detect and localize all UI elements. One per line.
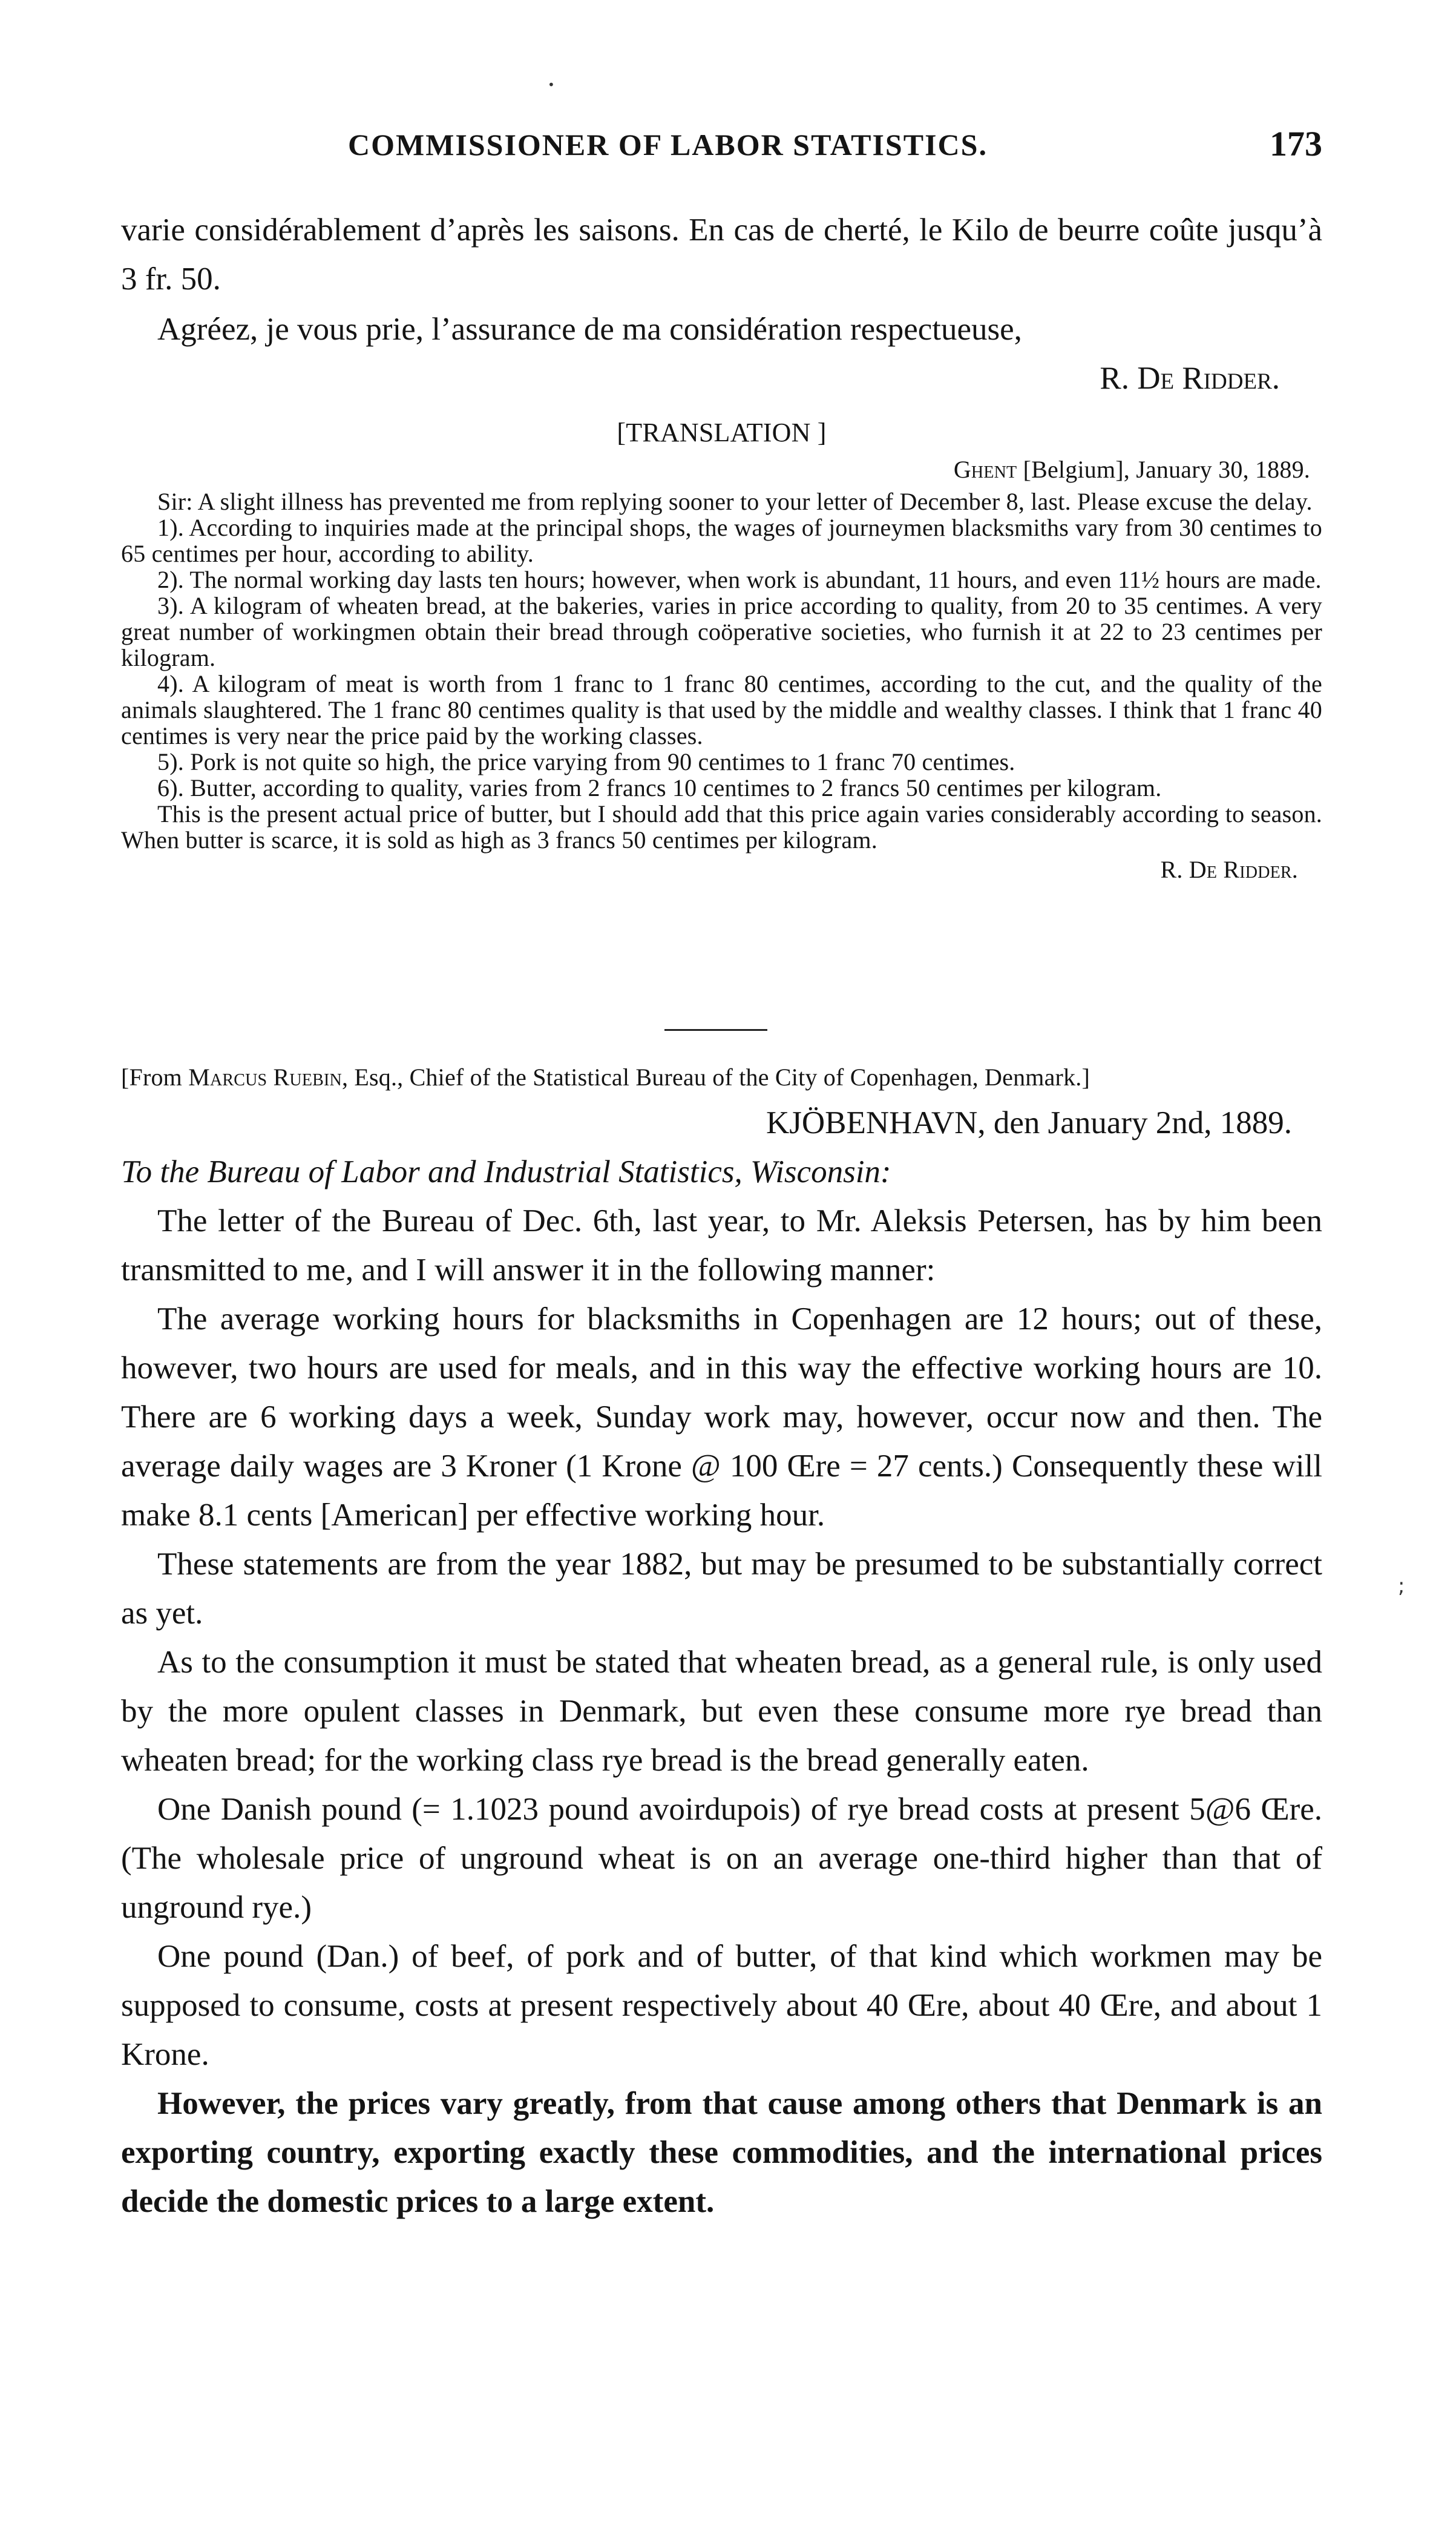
french-continuation: varie considérablement d’après les saisons. En cas de cherté, le Kilo de beurre coûte jusqu’à 3 fr. 50. <box>121 212 1322 297</box>
danish-salutation: To the Bureau of Labor and Industrial Statistics, Wisconsin: <box>121 1154 891 1189</box>
translation-section <box>121 415 1322 887</box>
french-closing: Agréez, je vous prie, l’assurance de ma considération respectueuse, <box>157 312 1022 347</box>
danish-source-note <box>121 1064 1322 1090</box>
translation-item-6: 6). Butter, according to quality, varies from 2 francs 10 centimes to 2 francs 50 centimes per kilogram. <box>157 774 1162 801</box>
source-rest: , Esq., Chief of the Statistical Bureau of the City of Copenhagen, Denmark.] <box>341 1064 1090 1091</box>
translation-sir: Sir: A slight illness has prevented me from replying sooner to your letter of December 8, last. Please excuse the delay. <box>157 488 1313 515</box>
danish-letter <box>121 1064 1322 2226</box>
section-divider <box>664 1029 767 1031</box>
french-letter-end <box>121 206 1322 403</box>
translation-item-5: 5). Pork is not quite so high, the price varying from 90 centimes to 1 franc 70 centimes. <box>157 748 1015 775</box>
translation-item-2: 2). The normal working day lasts ten hours; however, when work is abundant, 11 hours, and even 11½ hours are made. <box>157 566 1322 593</box>
danish-paragraph-1: The letter of the Bureau of Dec. 6th, last year, to Mr. Aleksis Petersen, has by him been transmitted to me, and I will answer it in the following manner: <box>121 1203 1322 1288</box>
scan-speck-mark: • <box>548 77 555 92</box>
translation-heading: [TRANSLATION ] <box>617 418 827 447</box>
translation-item-3: 3). A kilogram of wheaten bread, at the bakeries, varies in price according to quality, from 20 to 35 centimes. A very great number of workingmen obtain their bread through coöperative societies, who furnish it at 22 to 23 centimes per kilogram. <box>121 592 1322 671</box>
source-open: [From <box>121 1064 189 1091</box>
translation-signature: R. De Ridder. <box>1160 856 1298 883</box>
translation-item-1: 1). According to inquiries made at the principal shops, the wages of journeymen blacksmiths vary from 30 centimes to 65 centimes per hour, according to ability. <box>121 514 1322 567</box>
danish-paragraph-2: The average working hours for blacksmiths in Copenhagen are 12 hours; out of these, however, two hours are used for meals, and in this way the effective working hours are 10. There are 6 working days a week, Sunday work may, however, occur now and then. The average daily wages are 3 Kroner (1 Krone @ 100 Œre = 27 cents.) Consequently these will make 8.1 cents [American] per effective working hour. <box>121 1301 1322 1533</box>
danish-paragraph-3: These statements are from the year 1882, but may be presumed to be substantially correct as yet. <box>121 1547 1322 1631</box>
danish-dateline: KJÖBENHAVN, den January 2nd, 1889. <box>766 1105 1292 1140</box>
translation-dateline <box>121 451 1322 488</box>
source-name: Marcus Ruebin <box>188 1064 342 1091</box>
translation-note: This is the present actual price of butter, but I should add that this price again varies considerably according to season. When butter is scarce, it is sold as high as 3 francs 50 centimes per kilogram. <box>121 800 1322 854</box>
danish-paragraph-6: One pound (Dan.) of beef, of pork and of butter, of that kind which workmen may be supposed to consume, costs at present respectively about 40 Œre, about 40 Œre, and about 1 Krone. <box>121 1939 1322 2072</box>
translation-item-4: 4). A kilogram of meat is worth from 1 franc to 1 franc 80 centimes, according to the cut, and the quality of the animals slaughtered. The 1 franc 80 centimes quality is that used by the middle and wealthy classes. I think that 1 franc 40 centimes is very near the price paid by the working classes. <box>121 670 1322 749</box>
running-head: COMMISSIONER OF LABOR STATISTICS. <box>348 128 988 162</box>
danish-paragraph-4: As to the consumption it must be stated that wheaten bread, as a general rule, is only used by the more opulent classes in Denmark, but even these consume more rye bread than wheaten bread; for the working class rye bread is the bread generally eaten. <box>121 1645 1322 1778</box>
french-signature: R. De Ridder. <box>1100 361 1280 396</box>
scan-margin-mark: ; <box>1398 1574 1405 1598</box>
page-header <box>121 115 1322 169</box>
dateline-place: Ghent <box>953 456 1017 483</box>
dateline-rest: [Belgium], January 30, 1889. <box>1023 456 1310 483</box>
page-number: 173 <box>1270 124 1322 163</box>
danish-paragraph-7: However, the prices vary greatly, from that cause among others that Denmark is an exporting country, exporting exactly these commodities, and the international prices decide the domestic prices to a large extent. <box>121 2086 1322 2219</box>
danish-paragraph-5: One Danish pound (= 1.1023 pound avoirdupois) of rye bread costs at present 5@6 Œre. (The wholesale price of unground wheat is on an average one-third higher than that of unground rye.) <box>121 1792 1322 1925</box>
